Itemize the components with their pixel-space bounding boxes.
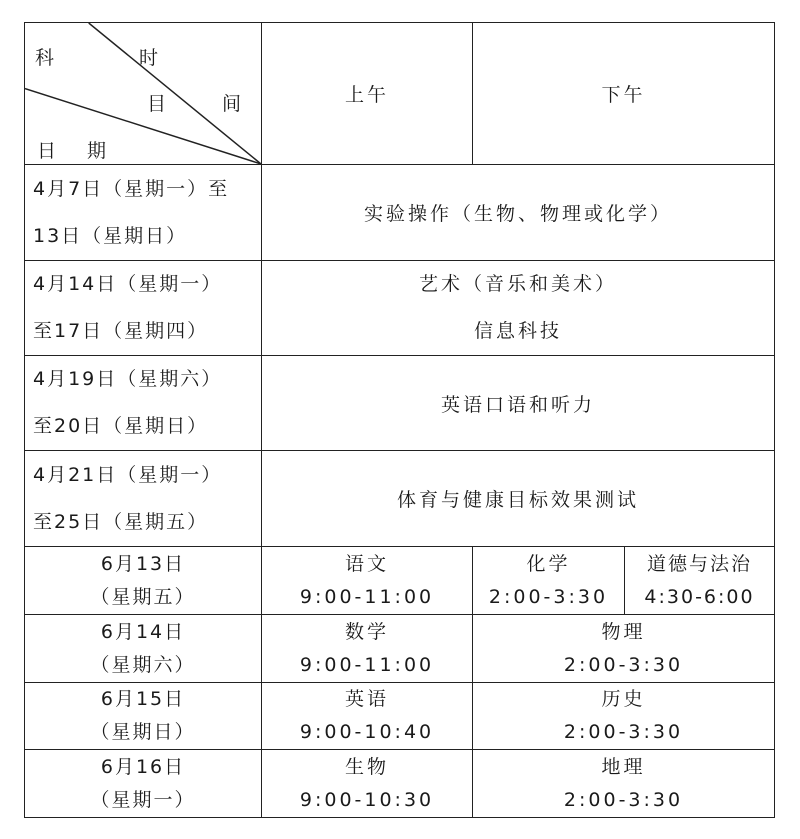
date-cell bbox=[25, 165, 262, 261]
table-row bbox=[25, 683, 775, 750]
morning-exam-cell bbox=[262, 615, 473, 683]
exam-weekday: （星期五） bbox=[90, 585, 196, 608]
date-line: 至25日（星期五） bbox=[33, 510, 209, 533]
header-label-mu: 目 bbox=[147, 93, 170, 115]
date-cell bbox=[25, 547, 262, 615]
afternoon-header: 下午 bbox=[473, 23, 775, 165]
exam-weekday: （星期六） bbox=[90, 653, 196, 676]
exam-time: 9:00-11:00 bbox=[299, 585, 435, 608]
table-row bbox=[25, 356, 775, 451]
subject-cell bbox=[262, 165, 775, 261]
date-cell bbox=[25, 750, 262, 818]
morning-exam-cell bbox=[262, 750, 473, 818]
exam-time: 9:00-11:00 bbox=[299, 653, 435, 676]
date-line: 13日（星期日） bbox=[33, 224, 188, 247]
date-cell bbox=[25, 451, 262, 547]
exam-schedule-table bbox=[24, 22, 775, 818]
date-cell bbox=[25, 261, 262, 356]
date-cell bbox=[25, 683, 262, 750]
subject-text: 体育与健康目标效果测试 bbox=[397, 489, 640, 511]
afternoon-exam-cell-2 bbox=[625, 547, 775, 615]
exam-weekday: （星期一） bbox=[90, 788, 196, 811]
morning-exam-cell bbox=[262, 683, 473, 750]
subject-text: 艺术（音乐和美术） bbox=[419, 273, 618, 295]
date-line: 至17日（星期四） bbox=[33, 320, 209, 342]
subject-cell bbox=[262, 356, 775, 451]
exam-time: 9:00-10:30 bbox=[299, 788, 435, 811]
subject-text: 英语口语和听力 bbox=[441, 393, 596, 416]
date-line: 4月19日（星期六） bbox=[33, 368, 223, 390]
header-label-qi: 期 bbox=[87, 140, 110, 162]
morning-exam-cell bbox=[262, 547, 473, 615]
subject-text: 实验操作（生物、物理或化学） bbox=[364, 203, 673, 225]
subject-text: 信息科技 bbox=[474, 320, 563, 342]
exam-subject: 道德与法治 bbox=[647, 552, 753, 575]
date-cell bbox=[25, 356, 262, 451]
exam-subject: 物理 bbox=[601, 620, 646, 643]
subject-cell bbox=[262, 451, 775, 547]
date-line: 4月7日（星期一）至 bbox=[33, 177, 230, 200]
exam-subject: 语文 bbox=[344, 552, 389, 575]
afternoon-exam-cell bbox=[473, 683, 775, 750]
exam-time: 4:30-6:00 bbox=[644, 585, 755, 608]
exam-date: 6月15日 bbox=[100, 688, 186, 710]
date-line: 4月14日（星期一） bbox=[33, 273, 223, 295]
header-label-ri: 日 bbox=[37, 140, 60, 162]
exam-subject: 数学 bbox=[344, 620, 389, 643]
table-row bbox=[25, 547, 775, 615]
exam-weekday: （星期日） bbox=[90, 721, 196, 743]
date-line: 4月21日（星期一） bbox=[33, 463, 223, 486]
table-row bbox=[25, 750, 775, 818]
exam-subject: 地理 bbox=[601, 755, 646, 778]
table-row bbox=[25, 451, 775, 547]
exam-subject: 化学 bbox=[526, 552, 571, 575]
exam-time: 2:00-3:30 bbox=[488, 585, 609, 608]
afternoon-exam-cell bbox=[473, 615, 775, 683]
afternoon-exam-cell bbox=[473, 547, 625, 615]
header-label-shi: 时 bbox=[139, 47, 162, 69]
exam-time: 2:00-3:30 bbox=[563, 653, 684, 676]
table-row bbox=[25, 261, 775, 356]
exam-date: 6月14日 bbox=[100, 620, 186, 643]
exam-time: 2:00-3:30 bbox=[563, 721, 684, 743]
exam-subject: 生物 bbox=[344, 755, 389, 778]
afternoon-exam-cell bbox=[473, 750, 775, 818]
date-cell bbox=[25, 615, 262, 683]
diagonal-header-cell bbox=[25, 23, 262, 165]
header-label-jian: 间 bbox=[222, 93, 245, 115]
exam-date: 6月13日 bbox=[100, 552, 186, 575]
table-row bbox=[25, 615, 775, 683]
exam-time: 2:00-3:30 bbox=[563, 788, 684, 811]
date-line: 至20日（星期日） bbox=[33, 415, 209, 437]
exam-subject: 历史 bbox=[601, 688, 646, 710]
exam-time: 9:00-10:40 bbox=[299, 721, 435, 743]
subject-cell bbox=[262, 261, 775, 356]
table-row bbox=[25, 165, 775, 261]
exam-subject: 英语 bbox=[344, 688, 389, 710]
exam-date: 6月16日 bbox=[100, 755, 186, 778]
morning-header: 上午 bbox=[262, 23, 473, 165]
header-label-ke: 科 bbox=[35, 47, 58, 69]
header-row bbox=[25, 23, 775, 165]
